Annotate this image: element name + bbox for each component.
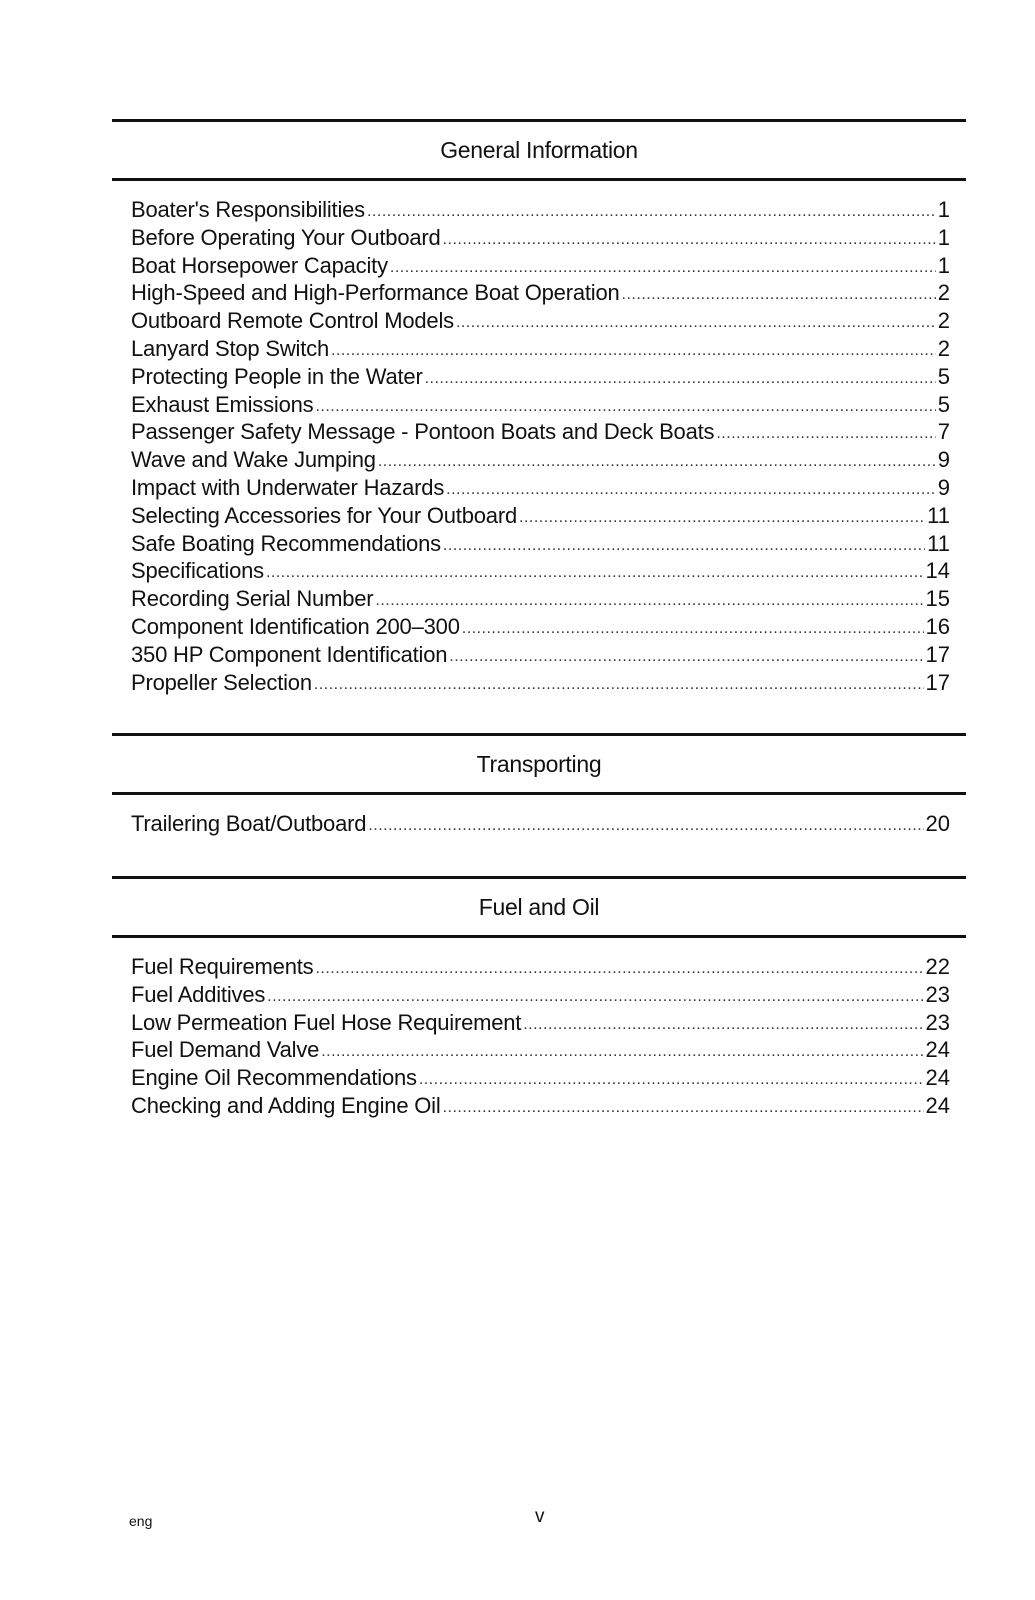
toc-entry-label: Safe Boating Recommendations: [131, 530, 441, 556]
dot-leader: [523, 1016, 923, 1034]
dot-leader: [425, 370, 936, 388]
toc-entry-page: 23: [925, 1009, 950, 1035]
dot-leader: [622, 286, 936, 304]
toc-entry-page: 5: [937, 363, 950, 389]
toc-entry[interactable]: [131, 392, 950, 420]
dot-leader: [456, 314, 936, 332]
toc-entry-label: Low Permeation Fuel Hose Requirement: [131, 1009, 522, 1035]
toc-entry-page: 2: [937, 308, 950, 334]
dot-leader: [443, 537, 925, 555]
toc-entry[interactable]: [131, 197, 950, 225]
toc-entry-page: 24: [925, 1065, 950, 1091]
toc-entry-label: Lanyard Stop Switch: [131, 335, 329, 361]
toc-entry-page: 23: [925, 981, 950, 1007]
section-title: Transporting: [476, 751, 602, 777]
toc-entry[interactable]: [131, 1010, 950, 1038]
toc-entry-page: 2: [937, 280, 950, 306]
dot-leader: [315, 398, 935, 416]
toc-entry-label: Passenger Safety Message - Pontoon Boats and Deck Boats: [131, 419, 715, 445]
toc-entry-page: 1: [937, 224, 950, 250]
toc-entry-page: 9: [937, 447, 950, 473]
toc-entry-label: Fuel Demand Valve: [131, 1037, 320, 1063]
toc-entry[interactable]: [131, 1065, 950, 1093]
dot-leader: [462, 620, 924, 638]
dot-leader: [315, 960, 923, 978]
toc-entry-page: 15: [925, 586, 950, 612]
toc-entry-page: 11: [927, 502, 950, 528]
toc-entry-label: Trailering Boat/Outboard: [131, 811, 367, 836]
footer-language: eng: [129, 1513, 153, 1529]
toc-entry[interactable]: [131, 558, 950, 586]
toc-entry[interactable]: [131, 586, 950, 614]
toc-entry-label: Checking and Adding Engine Oil: [131, 1092, 441, 1118]
dot-leader: [367, 203, 936, 221]
section-bottom-rule: [112, 935, 966, 938]
toc-entry-label: Fuel Requirements: [131, 954, 314, 979]
toc-entry[interactable]: [131, 447, 950, 475]
toc-entry-list: [112, 197, 966, 697]
toc-entry-page: 17: [925, 641, 950, 667]
toc-entry[interactable]: [131, 1037, 950, 1065]
toc-entry-page: 24: [925, 1037, 950, 1063]
toc-section-general-information: [112, 119, 966, 697]
toc-entry-label: Engine Oil Recommendations: [131, 1065, 417, 1091]
dot-leader: [378, 453, 936, 471]
footer-page-number: v: [535, 1506, 545, 1527]
toc-entry-label: Boater's Responsibilities: [131, 197, 365, 222]
toc-entry-label: Boat Horsepower Capacity: [131, 252, 388, 278]
toc-section-fuel-and-oil: [112, 876, 966, 1121]
toc-entry-page: 22: [925, 954, 950, 979]
toc-entry-page: 17: [925, 669, 950, 695]
toc-entry[interactable]: [131, 982, 950, 1010]
toc-entry-page: 1: [937, 197, 950, 222]
toc-entry-page: 2: [937, 335, 950, 361]
toc-entry-list: [112, 954, 966, 1121]
toc-entry-label: Impact with Underwater Hazards: [131, 474, 445, 500]
toc-entry[interactable]: [131, 253, 950, 281]
toc-entry-label: Before Operating Your Outboard: [131, 224, 441, 250]
toc-entry[interactable]: [131, 364, 950, 392]
toc-entry-list: [112, 811, 966, 839]
toc-entry-label: High-Speed and High-Performance Boat Operation: [131, 280, 620, 306]
toc-entry-label: Wave and Wake Jumping: [131, 447, 376, 473]
toc-entry-label: Fuel Additives: [131, 981, 266, 1007]
toc-entry-label: Protecting People in the Water: [131, 363, 423, 389]
toc-section-transporting: [112, 733, 966, 839]
toc-entry-page: 5: [937, 391, 950, 417]
section-bottom-rule: [112, 792, 966, 795]
toc-entry-label: Specifications: [131, 558, 264, 584]
dot-leader: [419, 1071, 924, 1089]
toc-entry[interactable]: [131, 811, 950, 839]
toc-entry-page: 20: [925, 811, 950, 836]
toc-entry-page: 7: [937, 419, 950, 445]
toc-entry[interactable]: [131, 670, 950, 698]
toc-entry[interactable]: [131, 614, 950, 642]
dot-leader: [443, 1099, 924, 1117]
dot-leader: [716, 425, 935, 443]
toc-entry-page: 1: [937, 252, 950, 278]
toc-entry[interactable]: [131, 225, 950, 253]
toc-entry[interactable]: [131, 954, 950, 982]
toc-entry[interactable]: [131, 475, 950, 503]
section-title: Fuel and Oil: [478, 894, 600, 920]
toc-entry-label: Selecting Accessories for Your Outboard: [131, 502, 517, 528]
toc-entry[interactable]: [131, 280, 950, 308]
toc-entry-page: 24: [925, 1092, 950, 1118]
dot-leader: [331, 342, 936, 360]
toc-entry-page: 14: [925, 558, 950, 584]
toc-entry[interactable]: [131, 308, 950, 336]
toc-entry[interactable]: [131, 419, 950, 447]
dot-leader: [443, 231, 936, 249]
dot-leader: [446, 481, 936, 499]
dot-leader: [368, 817, 923, 835]
dot-leader: [266, 564, 924, 582]
dot-leader: [375, 592, 923, 610]
toc-entry[interactable]: [131, 642, 950, 670]
dot-leader: [519, 509, 925, 527]
dot-leader: [390, 259, 936, 277]
dot-leader: [321, 1043, 923, 1061]
toc-entry-page: 11: [927, 530, 950, 556]
toc-entry-page: 9: [937, 474, 950, 500]
toc-entry-label: Component Identification 200–300: [131, 613, 460, 639]
toc-entry-label: Exhaust Emissions: [131, 391, 314, 417]
dot-leader: [314, 676, 924, 694]
toc-entry[interactable]: [131, 503, 950, 531]
dot-leader: [267, 988, 923, 1006]
toc-entry-label: Recording Serial Number: [131, 586, 374, 612]
toc-entry-page: 16: [925, 613, 950, 639]
section-title: General Information: [440, 137, 638, 163]
toc-entry[interactable]: [131, 531, 950, 559]
section-bottom-rule: [112, 178, 966, 181]
dot-leader: [449, 648, 923, 666]
toc-entry[interactable]: [131, 336, 950, 364]
toc-entry-label: Propeller Selection: [131, 669, 312, 695]
toc-entry-label: Outboard Remote Control Models: [131, 308, 454, 334]
toc-entry[interactable]: [131, 1093, 950, 1121]
toc-entry-label: 350 HP Component Identification: [131, 641, 448, 667]
